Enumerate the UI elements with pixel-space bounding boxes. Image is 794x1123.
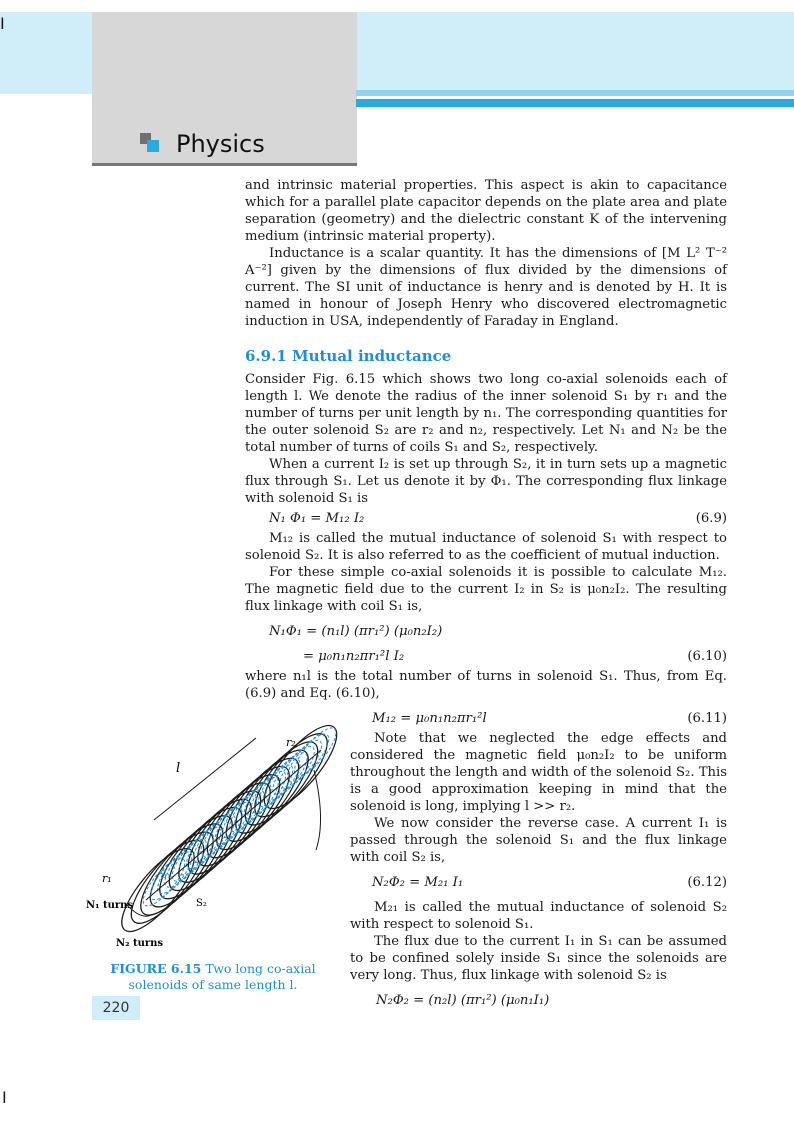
label-r2: r₂	[286, 736, 296, 749]
chapter-tab-rule	[92, 163, 357, 166]
main-column	[245, 177, 727, 702]
header-stripe-light	[356, 90, 794, 96]
equation-6-9	[245, 510, 727, 527]
crop-mark-bottom: I	[2, 1088, 7, 1107]
lead-wire	[314, 770, 321, 850]
page-title: Physics	[176, 130, 265, 158]
equation-flux-linkage	[245, 623, 727, 640]
equation-expr: = μ₀n₁n₂πr₁²l I₂	[303, 649, 405, 664]
paragraph-4: When a current I₂ is set up through S₂, it in turn sets up a magnetic flux through S₁. Let us denote it by Φ₁. The corresponding flux linkage with solenoid S₁ is	[245, 457, 727, 506]
book-logo-icon	[140, 133, 160, 153]
equation-6-11	[350, 710, 727, 727]
equation-expr: N₂Φ₂ = M₂₁ I₁	[372, 875, 464, 890]
paragraph-10: M₂₁ is called the mutual inductance of solenoid S₂ with respect to solenoid S₁.	[350, 900, 727, 932]
equation-6-10	[245, 648, 727, 665]
label-n1-turns: N₁ turns	[86, 900, 134, 911]
paragraph-9: We now consider the reverse case. A current I₁ is passed through the solenoid S₁ and the flux linkage with coil S₂ is,	[350, 816, 727, 865]
paragraph-3: Consider Fig. 6.15 which shows two long co-axial solenoids each of length l. We denote the radius of the inner solenoid S₁ by r₁ and the number of turns per unit length by n₁. The corresponding quantities for the outer solenoid S₂ are r₂ and n₂, respectively. Let N₁ and N₂ be the total number of turns of coils S₁ and S₂, respectively.	[245, 372, 727, 455]
equation-expr: N₁ Φ₁ = M₁₂ I₂	[269, 511, 365, 526]
outer-solenoid	[111, 716, 346, 942]
equation-number: (6.12)	[687, 875, 727, 890]
equation-number: (6.11)	[687, 711, 727, 726]
header-stripe-dark	[356, 99, 794, 107]
caption-label: FIGURE 6.15	[110, 961, 202, 976]
caption-text: Two long co-axial solenoids of same length l.	[128, 961, 316, 992]
paragraph-8: Note that we neglected the edge effects and considered the magnetic field μ₀n₂I₂ to be uniform throughout the length and width of the solenoid S₂. This is a good approximation keeping in mind that the solenoid is long, implying l >> r₂.	[350, 731, 727, 814]
label-l: l	[176, 761, 181, 776]
paragraph-11: The flux due to the current I₁ in S₁ can be assumed to be confined solely inside S₁ since the solenoids are very long. Thus, flux linkage with solenoid S₂ is	[350, 934, 727, 983]
equation-expr: N₂Φ₂ = (n₂l) (πr₁²) (μ₀n₁I₁)	[376, 993, 550, 1008]
paragraph-1: and intrinsic material properties. This aspect is akin to capacitance which for a parallel plate capacitor depends on the plate area and plate separation (geometry) and the dielectric constant K of the intervening medium (intrinsic material property).	[245, 178, 727, 244]
label-s2: S₂	[196, 898, 207, 909]
axis-line	[146, 750, 321, 900]
paragraph-2: Inductance is a scalar quantity. It has the dimensions of [M L² T⁻² A⁻²] given by the dimensions of flux divided by the dimensions of current. The SI unit of inductance is henry and is denoted by H. It is named in honour of Joseph Henry who discovered electromagnetic induction in USA, independently of Faraday in England.	[245, 246, 727, 329]
label-n2-turns: N₂ turns	[116, 938, 164, 949]
label-s1: S₁	[160, 870, 171, 881]
figure-caption	[104, 961, 322, 993]
equation-number: (6.9)	[695, 511, 727, 526]
paragraph-5: M₁₂ is called the mutual inductance of solenoid S₁ with respect to solenoid S₂. It is also referred to as the coefficient of mutual induction.	[245, 531, 727, 563]
equation-flux-linkage-2	[350, 992, 727, 1009]
equation-expr: N₁Φ₁ = (n₁l) (πr₁²) (μ₀n₂I₂)	[269, 624, 443, 639]
paragraph-7: where n₁l is the total number of turns in solenoid S₁. Thus, from Eq. (6.9) and Eq. (6.10),	[245, 669, 727, 701]
equation-6-12	[350, 874, 727, 891]
page-number: 220	[92, 996, 140, 1020]
solenoid-figure	[86, 700, 346, 960]
equation-number: (6.10)	[687, 649, 727, 664]
paragraph-6: For these simple co-axial solenoids it is possible to calculate M₁₂. The magnetic field due to the current I₂ in S₂ is μ₀n₂I₂. The resulting flux linkage with coil S₁ is,	[245, 565, 727, 614]
equation-expr: M₁₂ = μ₀n₁n₂πr₁²l	[372, 711, 487, 726]
section-heading: 6.9.1 Mutual inductance	[245, 347, 452, 365]
right-column	[350, 707, 727, 1012]
label-r1: r₁	[102, 872, 112, 885]
crop-mark-top: I	[0, 14, 5, 33]
